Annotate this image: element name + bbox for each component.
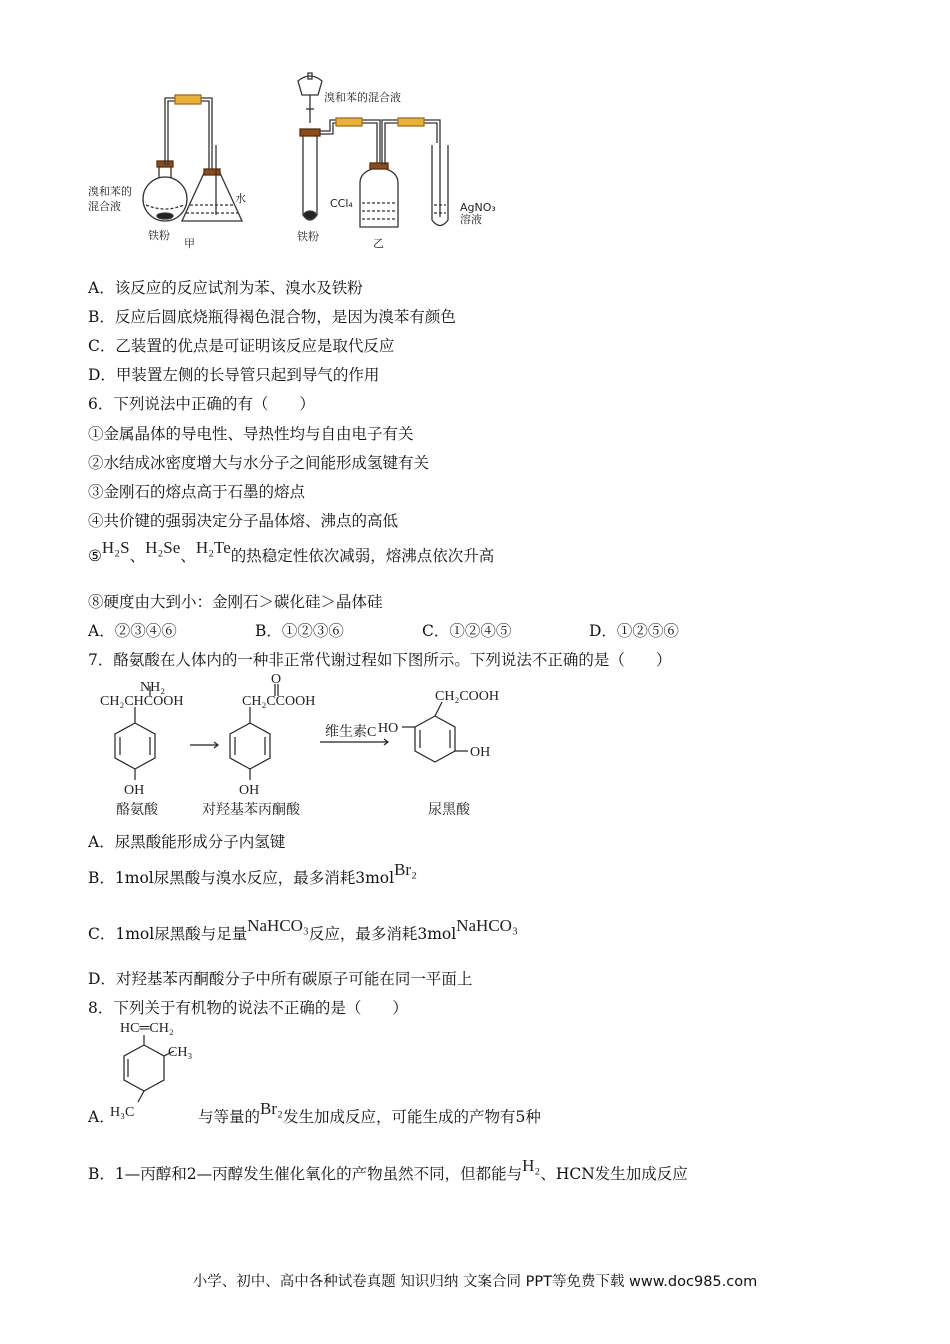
jia-label-water: 水 — [235, 192, 246, 205]
yi-label-iron: 铁粉 — [297, 230, 319, 243]
q8-option-b-t1: B．1—丙醇和2—丙醇发生催化氧化的产物虽然不同，但都能与 — [88, 1165, 523, 1183]
q6-option-c: C．①②④⑤ — [422, 622, 512, 640]
yi-caption: 乙 — [373, 237, 384, 250]
yi-label-agno3: AgNO₃ — [460, 201, 496, 214]
q7-option-b-formula: Br₂ — [394, 860, 418, 879]
q7-reaction-scheme — [90, 672, 540, 822]
hga-oh: OH — [470, 745, 491, 760]
hga-chain: CH₂COOH — [435, 689, 499, 704]
arrow-label: 维生素C — [325, 725, 377, 740]
yi-ccl4-bottle — [360, 118, 440, 227]
q7-option-c-t2: 反应，最多消耗3mol — [308, 925, 457, 943]
q8-option-a-prefix: A． — [88, 1108, 115, 1126]
yi-agno3-tube — [432, 143, 448, 226]
q8-vinyl: HC═CH₂ — [120, 1021, 174, 1036]
q6-stem: 6．下列说法中正确的有（ ） — [88, 395, 315, 413]
q7-option-c-t1: C．1mol尿黑酸与足量 — [88, 925, 248, 943]
keto-oh: OH — [239, 783, 260, 798]
q8-option-b-formula: H₂ — [522, 1156, 541, 1175]
q6-statement-2: ②水结成冰密度增大与水分子之间能形成氢键有关 — [88, 454, 430, 472]
tyrosine-nh2: NH₂ — [140, 680, 166, 695]
yi-label-ccl4: CCl₄ — [330, 197, 353, 210]
q6-statement-4: ④共价键的强弱决定分子晶体熔、沸点的高低 — [88, 512, 399, 530]
q7-option-b-text: B．1mol尿黑酸与溴水反应，最多消耗3mol — [88, 869, 395, 887]
yi-label-mix: 溴和苯的混合液 — [324, 91, 401, 104]
q6-s5-formula-h2te: H₂Te — [195, 538, 231, 557]
q7-stem: 7．酪氨酸在人体内的一种非正常代谢过程如下图所示。下列说法不正确的是（ ） — [88, 651, 672, 669]
jia-round-flask — [143, 95, 212, 221]
q8-h3c: H₃C — [110, 1105, 135, 1120]
q6-statement-5 — [88, 538, 495, 566]
q5-option-c: C．乙装置的优点是可证明该反应是取代反应 — [88, 337, 395, 355]
q7-option-c-formula2: NaHCO₃ — [456, 916, 518, 935]
q7-option-d: D．对羟基苯丙酮酸分子中所有碳原子可能在同一平面上 — [88, 970, 473, 988]
q8-option-a-body — [198, 1099, 541, 1127]
q6-statement-1: ①金属晶体的导电性、导热性均与自由电子有关 — [88, 425, 414, 443]
q6-option-b: B．①②③⑥ — [255, 622, 344, 640]
q8-option-a-t2: 发生加成反应，可能生成的产物有5种 — [282, 1108, 541, 1126]
q8-option-b — [88, 1156, 688, 1184]
q6-s5-formula-h2s: H₂S — [101, 538, 130, 557]
q7-option-c-formula1: NaHCO₃ — [247, 916, 309, 935]
q8-option-a-formula: Br₂ — [260, 1099, 283, 1118]
q8-methyl: CH₃ — [168, 1045, 193, 1060]
jia-caption: 甲 — [184, 237, 195, 250]
q8-option-a — [88, 1107, 115, 1127]
q8-stem: 8．下列关于有机物的说法不正确的是（ ） — [88, 999, 408, 1017]
jia-label-iron: 铁粉 — [148, 229, 170, 242]
q5-option-d: D．甲装置左侧的长导管只起到导气的作用 — [88, 366, 380, 384]
tyrosine-oh: OH — [124, 783, 145, 798]
tyrosine-name: 酪氨酸 — [116, 803, 158, 818]
q6-s5-formula-h2se: H₂Se — [145, 538, 181, 557]
keto-name: 对羟基苯丙酮酸 — [202, 803, 300, 818]
keto-o: O — [271, 672, 282, 687]
jia-label-mix: 溴和苯的 — [88, 185, 132, 198]
hga-ho: HO — [378, 721, 399, 736]
hga-name: 尿黑酸 — [428, 803, 470, 818]
q6-s5-suffix: 的热稳定性依次减弱，熔沸点依次升高 — [230, 547, 495, 565]
yi-label-agno3-2: 溶液 — [460, 213, 482, 226]
page-footer: 小学、初中、高中各种试卷真题 知识归纳 文案合同 PPT等免费下载 www.doc985.com — [192, 1274, 758, 1290]
q6-s5-prefix: ⑤ — [88, 547, 102, 565]
q6-statement-6: ⑧硬度由大到小：金刚石＞碳化硅＞晶体硅 — [88, 593, 383, 611]
q8-option-a-t1: 与等量的 — [198, 1108, 261, 1126]
q6-s5-sep2: 、 — [180, 547, 196, 565]
q7-option-c — [88, 916, 518, 944]
apparatus-figure — [80, 65, 510, 255]
tyrosine-chain: CH₂CHCOOH — [100, 694, 184, 709]
q6-option-d: D．①②⑤⑥ — [589, 622, 679, 640]
q6-s5-sep1: 、 — [129, 547, 146, 565]
q8-option-b-t2: 、HCN发生加成反应 — [540, 1165, 688, 1183]
keto-chain: CH₂CCOOH — [242, 694, 316, 709]
jia-label-mix2: 混合液 — [88, 200, 121, 213]
q7-option-b — [88, 860, 418, 888]
q5-option-a: A．该反应的反应试剂为苯、溴水及铁粉 — [88, 279, 363, 297]
q6-statement-3: ③金刚石的熔点高于石墨的熔点 — [88, 483, 306, 501]
q6-option-a: A．②③④⑥ — [88, 622, 177, 640]
q7-option-a: A．尿黑酸能形成分子内氢键 — [88, 833, 286, 851]
q5-option-b: B．反应后圆底烧瓶得褐色混合物，是因为溴苯有颜色 — [88, 308, 456, 326]
